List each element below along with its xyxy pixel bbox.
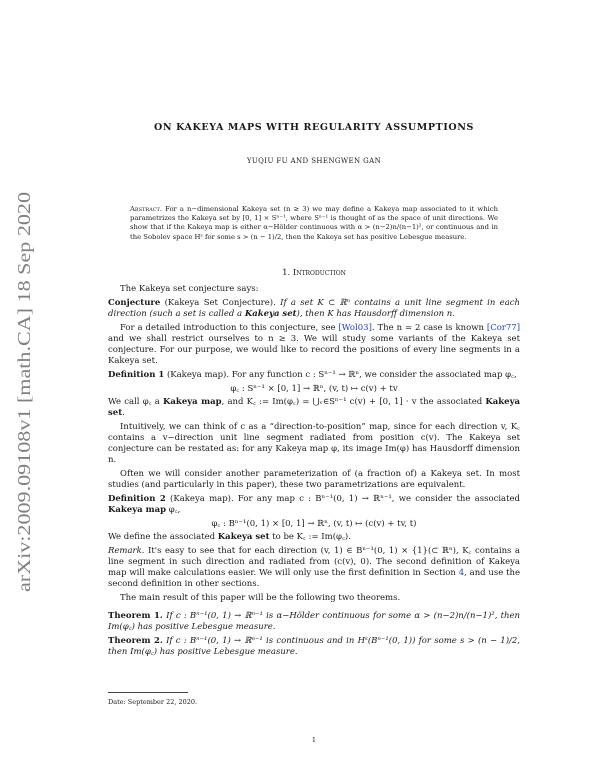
remark-text: , and use the second definition in other sections. xyxy=(108,568,521,589)
remark xyxy=(108,546,520,590)
arxiv-stamp-text: arXiv:2009.09108v1 [math.CA] 18 Sep 2020 xyxy=(14,275,34,592)
section-heading xyxy=(108,268,520,279)
definition-tail-text: to be K꜀ := Im(φ꜀). xyxy=(272,532,351,542)
para1-text: and we shall restrict ourselves to n ≥ 3. We will study some variants of the Kakeya set conjecture. For our purpose, we would like to record the positions of every line segments in a Kakeya set. xyxy=(108,334,520,366)
definition-2-tail xyxy=(108,532,520,543)
definition-1-tail xyxy=(108,397,520,419)
body-text xyxy=(108,284,520,661)
paragraph: The main result of this paper will be the following two theorems. xyxy=(120,593,401,603)
conjecture-text-b: ), then K has Hausdorff dimension n. xyxy=(296,309,455,319)
conjecture-term: Kakeya set xyxy=(244,309,297,319)
footnote-rule xyxy=(108,692,188,693)
definition-term: Kakeya map xyxy=(163,397,222,407)
definition-text: For any map c : Bⁿ⁻¹(0, 1) → ℝⁿ⁻¹, we consider the associated xyxy=(237,494,520,504)
section-title: 1. Introduction xyxy=(282,268,346,278)
conjecture-text-a: If a set K ⊂ ℝⁿ contains a unit line segment in each direction (such a set is called a xyxy=(108,298,521,319)
paper-title: ON KAKEYA MAPS WITH REGULARITY ASSUMPTIONS xyxy=(154,122,474,133)
definition-name: (Kakeya map). xyxy=(170,494,234,504)
section-link[interactable]: 4 xyxy=(458,568,465,578)
para1-text: . The n = 2 case is known xyxy=(371,323,484,333)
theorem-label: Theorem 2. xyxy=(108,636,163,646)
paragraph xyxy=(108,323,520,367)
abstract xyxy=(130,205,498,242)
definition-label: Definition 1 xyxy=(108,370,165,380)
definition-text: φ꜀, xyxy=(168,505,181,515)
theorem-2 xyxy=(108,636,520,658)
definition-name: (Kakeya map). xyxy=(166,370,230,380)
definition-term: Kakeya set xyxy=(217,532,270,542)
definition-2 xyxy=(108,494,520,516)
intro-line: The Kakeya set conjecture says: xyxy=(120,284,259,294)
theorem-label: Theorem 1. xyxy=(108,611,163,621)
theorem-text: If c : Bⁿ⁻¹(0, 1) → ℝⁿ⁻¹ is continuous and in Hˢ(Bⁿ⁻¹(0, 1)) for some s > (n − 1)/2, then Im(φ꜀) has positive Lebesgue measure. xyxy=(108,636,521,657)
paragraph: Often we will consider another parameterization of (a fraction of) a Kakeya set. In most studies (and particularly in this paper), these two parametrizations are equivalent. xyxy=(108,469,520,490)
definition-tail-text: We define the associated xyxy=(108,532,216,542)
definition-term: Kakeya set xyxy=(108,397,521,418)
equation: φ꜀ : Bⁿ⁻¹(0, 1) × [0, 1] → ℝⁿ, (v, t) ↦ (c(v) + tv, t) xyxy=(211,519,417,529)
abstract-label: Abstract. xyxy=(130,205,163,213)
citation-link[interactable]: [Wol03] xyxy=(338,323,372,333)
theorem-1 xyxy=(108,611,520,633)
page-number: 1 xyxy=(311,736,317,744)
definition-label: Definition 2 xyxy=(108,494,166,504)
footnote xyxy=(108,692,520,708)
definition-term: Kakeya map xyxy=(108,505,167,515)
equation: φ꜀ : Sⁿ⁻¹ × [0, 1] → ℝⁿ, (v, t) ↦ c(v) + tv xyxy=(230,384,398,394)
definition-1 xyxy=(108,370,520,381)
definition-text: For any function c : Sⁿ⁻¹ → ℝⁿ, we consider the associated map φ꜀, xyxy=(231,370,517,380)
definition-tail-text: We call φ꜀ a xyxy=(108,397,160,407)
paragraph: Intuitively, we can think of c as a “direction-to-position” map, since for each direction v, K꜀ contains a v−direction unit line segment radiated from position c(v). The Kakeya set conjecture can be restated as: for any Kakeya map φ, its image Im(φ) has Hausdorff dimension n. xyxy=(108,422,520,465)
conjecture-name: (Kakeya Set Conjecture). xyxy=(164,298,276,308)
conjecture xyxy=(108,298,520,320)
arxiv-stamp xyxy=(8,180,38,600)
paper-authors: YUQIU FU AND SHENGWEN GAN xyxy=(246,157,382,165)
footnote-text: Date: September 22, 2020. xyxy=(108,698,198,706)
remark-label: Remark. xyxy=(108,546,145,556)
abstract-text: For a n−dimensional Kakeya set (n ≥ 3) we may define a Kakeya map associated to it which parametrizes the Kakeya set by [0, 1] × Sⁿ⁻¹, where Sⁿ⁻¹ is thought of as the space of unit directions. We show that if the Kakeya map is either α−Hölder continuous with α > (n−2)n/(n−1)², or continuous and in the Sobolev space Hˢ for some s > (n − 1)/2, then the Kakeya set has positive Lebesgue measure. xyxy=(130,205,498,241)
conjecture-label: Conjecture xyxy=(108,298,161,308)
citation-link[interactable]: [Cor77] xyxy=(486,323,521,333)
definition-tail-text: . xyxy=(122,408,125,418)
remark-text: It's easy to see that for each direction (v, 1) ∈ Bⁿ⁻¹(0, 1) × {1}(⊂ ℝⁿ), K꜀ contains a line segment in such direction and radiated from (c(v), 0). The second definition of Kakeya map will make calculations easier. We will only use the first definition in Section xyxy=(108,546,521,578)
definition-tail-text: , and K꜀ := Im(φ꜀) = ⋃ᵥ∈Sⁿ⁻¹ c(v) + [0, 1] · v the associated xyxy=(221,397,483,407)
theorem-text: If c : Bⁿ⁻¹(0, 1) → ℝⁿ⁻¹ is α−Hölder continuous for some α > (n−2)n/(n−1)², then Im(φ꜀) has positive Lebesgue measure. xyxy=(108,611,521,632)
para1-text: For a detailed introduction to this conjecture, see xyxy=(120,323,336,333)
